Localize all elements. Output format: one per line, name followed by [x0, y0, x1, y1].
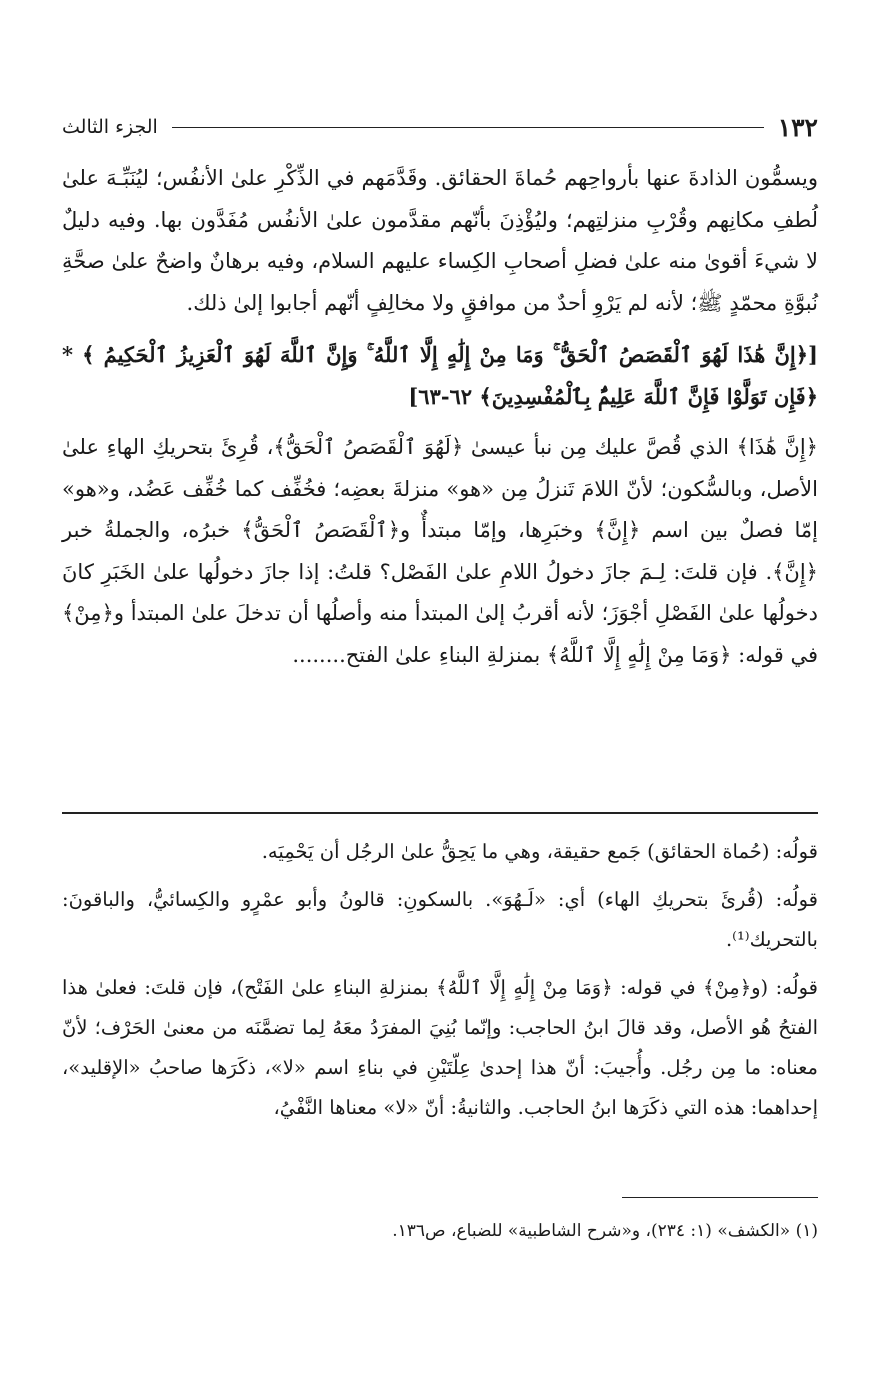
part-title: الجزء الثالث — [62, 116, 158, 138]
commentary-divider — [62, 812, 818, 814]
commentary-paragraph-2: قولُه: (قُرئَ بتحريكِ الهاء) أي: «لَـهُوَ». بالسكونِ: قالونُ وأبو عمْرٍو والكِسائيُّ، والباقونَ: بالتحريك⁽¹⁾. — [62, 888, 818, 951]
footnote-divider — [622, 1197, 818, 1198]
commentary-section — [62, 832, 818, 1128]
footnote: (١) «الكشف» (١: ٢٣٤)، و«شرح الشاطبية» للضباع، ص١٣٦. — [392, 1221, 818, 1241]
header-rule — [172, 127, 764, 128]
main-paragraph-1: ويسمُّون الذادةَ عنها بأرواحِهم حُماةَ الحقائق. وقَدَّمَهم في الذِّكْرِ علىٰ الأنفُس؛ ليُنَبِّـهَ علىٰ لُطفِ مكانِهم وقُرْبِ منزلتِهم؛ وليُؤْذِنَ بأنّهم مقدَّمون علىٰ الأنفُس مُفَدَّون بها. وفيه دليلٌ لا شيءَ أقوىٰ منه علىٰ فضلِ أصحابِ الكِساء عليهم السلام، وفيه برهانٌ واضحٌ علىٰ صحَّةِ نُبوَّةِ محمّدٍ ﷺ؛ لأنه لم يَرْوِ أحدٌ من موافقٍ ولا مخالِفٍ أنّهم أجابوا إلىٰ ذلك. — [62, 166, 818, 315]
main-text — [62, 158, 818, 676]
quran-verse-block: [﴿إِنَّ هَٰذَا لَهُوَ ٱلْقَصَصُ ٱلْحَقُّ ۚ وَمَا مِنْ إِلَٰهٍ إِلَّا ٱللَّهُ ۚ وَإِنَّ ٱللَّهَ لَهُوَ ٱلْعَزِيزُ ٱلْحَكِيمُ ﴾ * ﴿فَإِن تَوَلَّوْا فَإِنَّ ٱللَّهَ عَلِيمٌۢ بِٱلْمُفْسِدِينَ﴾ ٦٢-٦٣] — [62, 342, 818, 409]
main-paragraph-3: ﴿إِنَّ هَٰذَا﴾ الذي قُصَّ عليك مِن نبأ عيسىٰ ﴿لَهُوَ ٱلْقَصَصُ ٱلْحَقُّ﴾، قُرِئَ بتحريكِ الهاءِ علىٰ الأصل، وبالسُّكون؛ لأنّ اللامَ تَنزلُ مِن «هو» منزلةَ بعضِه؛ فخُفِّف كما خُفِّف عَضُد، و«هو» إمّا فصلٌ بين اسم ﴿إِنَّ﴾ وخبَرِها، وإمّا مبتدأٌ و﴿ٱلْقَصَصُ ٱلْحَقُّ﴾ خبرُه، والجملةُ خبر ﴿إِنَّ﴾. فإن قلتَ: لِـمَ جازَ دخولُ اللامِ علىٰ الفَصْل؟ قلتُ: إذا جازَ دخولُها علىٰ الخَبَرِ كانَ دخولُها علىٰ الفَصْلِ أجْوَزَ؛ لأنه أقربُ إلىٰ المبتدأ منه وأصلُها أن تدخلَ علىٰ المبتدأ و﴿مِنْ﴾ في قوله: ﴿وَمَا مِنْ إِلَٰهٍ إِلَّا ٱللَّهُ﴾ بمنزلةِ البناءِ علىٰ الفتح........ — [62, 435, 818, 667]
page-number: ١٣٢ — [777, 112, 818, 142]
commentary-paragraph-3: قولُه: (و﴿مِنْ﴾ في قوله: ﴿وَمَا مِنْ إِلَٰهٍ إِلَّا ٱللَّهُ﴾ بمنزلةِ البناءِ علىٰ الفَتْح)، فإن قلتَ: فعلىٰ هذا الفتحُ هُو الأصل، وقد قالَ ابنُ الحاجب: وإنّما بُنِيَ المفرَدُ معَهُ لِما تضمَّنَه من معنىٰ الحَرْف؛ لأنّ معناه: ما مِن رجُل. وأُجيبَ: أنّ هذا إحدىٰ عِلّتَيْنِ في بناءِ اسم «لا»، ذكَرَها صاحبُ «الإقليد»، إحداهما: هذه التي ذكَرَها ابنُ الحاجب. والثانيةُ: أنّ «لا» معناها النَّفْيُ، — [62, 976, 818, 1119]
page-header — [62, 112, 818, 142]
commentary-paragraph-1: قولُه: (حُماة الحقائق) جَمع حقيقة، وهي ما يَحِقُّ علىٰ الرجُل أن يَحْمِيَه. — [261, 840, 818, 863]
